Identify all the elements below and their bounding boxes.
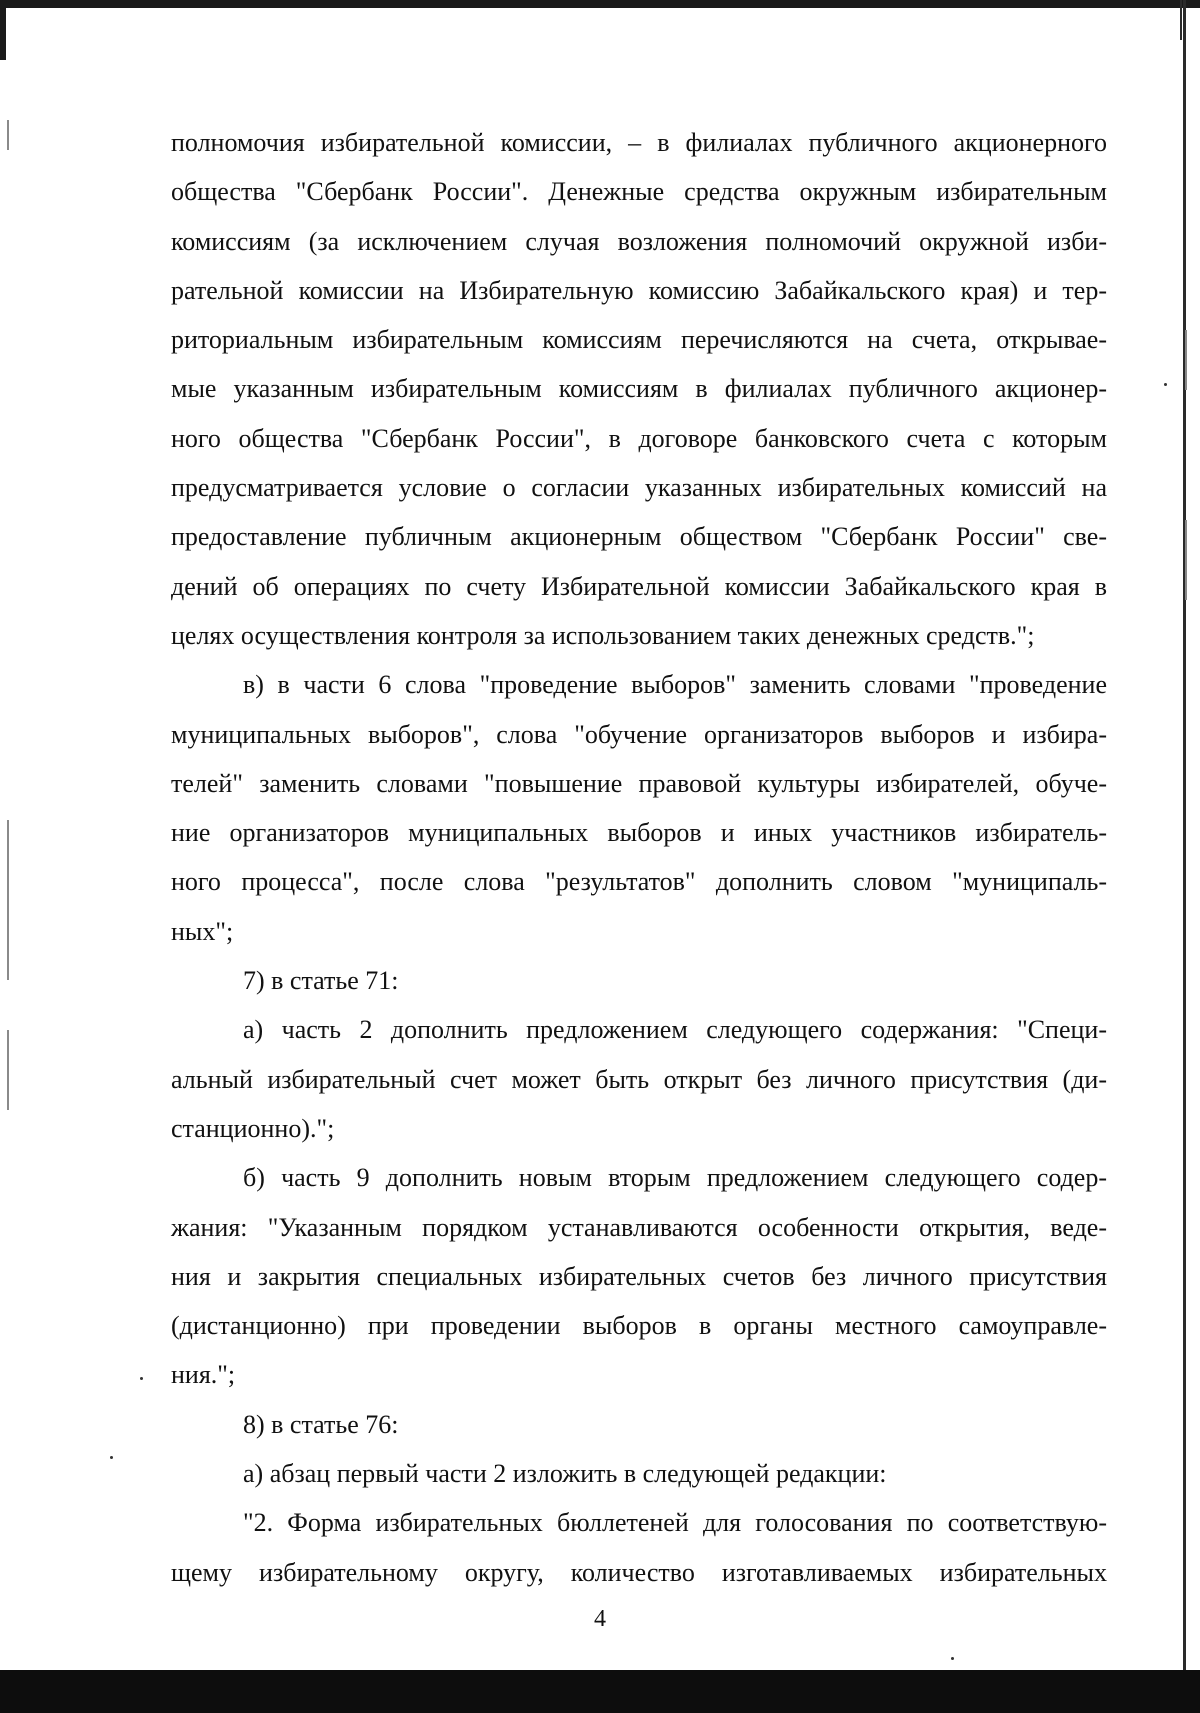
scan-speck [1164, 383, 1167, 386]
text-line: "2. Форма избирательных бюллетеней для голосования по соответствую- [243, 1508, 1107, 1538]
text-line: ных"; [171, 916, 234, 946]
text-line: муниципальных выборов", слова "обучение организаторов выборов и избира- [171, 719, 1107, 749]
text-line: предоставление публичным акционерным обществом "Сбербанк России" све- [171, 522, 1107, 552]
text-line: ного процесса", после слова "результатов" дополнить словом "муниципаль- [171, 867, 1107, 897]
text-line: а) абзац первый части 2 изложить в следующей редакции: [243, 1459, 887, 1489]
text-line: комиссиям (за исключением случая возложения полномочий окружной изби- [171, 226, 1107, 256]
text-line: 7) в статье 71: [243, 966, 399, 996]
scan-mark-left [7, 820, 9, 980]
text-line: рательной комиссии на Избирательную комиссию Забайкальского края) и тер- [171, 275, 1107, 305]
text-line: альный избирательный счет может быть открыт без личного присутствия (ди- [171, 1064, 1107, 1094]
scan-mark-right [1185, 330, 1187, 390]
text-line: а) часть 2 дополнить предложением следующего содержания: "Специ- [243, 1015, 1107, 1045]
document-body [171, 118, 1107, 1597]
scan-edge-corner [0, 0, 6, 60]
text-line: ния."; [171, 1360, 236, 1390]
text-line: станционно)."; [171, 1113, 335, 1143]
text-line: целях осуществления контроля за использованием таких денежных средств."; [171, 620, 1035, 650]
text-line: телей" заменить словами "повышение правовой культуры избирателей, обуче- [171, 768, 1107, 798]
scan-speck [951, 1657, 954, 1660]
scan-speck [140, 1377, 143, 1380]
text-line: жания: "Указанным порядком устанавливаются особенности открытия, веде- [171, 1212, 1107, 1242]
text-line: риториальным избирательным комиссиям перечисляются на счета, открывае- [171, 325, 1107, 355]
scan-mark-left [7, 120, 9, 150]
text-line: дений об операциях по счету Избирательной комиссии Забайкальского края в [171, 571, 1107, 601]
page-number: 4 [594, 1606, 606, 1632]
scan-mark-left [7, 1030, 9, 1110]
text-line: мые указанным избирательным комиссиям в филиалах публичного акционер- [171, 374, 1107, 404]
text-line: в) в части 6 слова "проведение выборов" заменить словами "проведение [243, 670, 1107, 700]
text-line: ние организаторов муниципальных выборов и иных участников избиратель- [171, 818, 1107, 848]
scan-edge-right-inner [1180, 0, 1182, 40]
scan-edge-right [1183, 0, 1186, 1713]
text-line: ния и закрытия специальных избирательных счетов без личного присутствия [171, 1261, 1107, 1291]
text-line: 8) в статье 76: [243, 1409, 399, 1439]
text-line: (дистанционно) при проведении выборов в органы местного самоуправле- [171, 1311, 1107, 1341]
text-line: предусматривается условие о согласии указанных избирательных комиссий на [171, 473, 1107, 503]
text-line: б) часть 9 дополнить новым вторым предложением следующего содер- [243, 1163, 1107, 1193]
text-line: полномочия избирательной комиссии, – в филиалах публичного акционерного [171, 128, 1107, 157]
scan-edge-top [0, 0, 1200, 8]
scan-edge-bottom [0, 1670, 1200, 1713]
text-line: ного общества "Сбербанк России", в договоре банковского счета с которым [171, 423, 1107, 453]
scan-mark-right [1185, 520, 1187, 600]
scan-speck [110, 1456, 113, 1459]
text-line: общества "Сбербанк России". Денежные средства окружным избирательным [171, 177, 1107, 207]
text-line: щему избирательному округу, количество изготавливаемых избирательных [171, 1557, 1107, 1587]
